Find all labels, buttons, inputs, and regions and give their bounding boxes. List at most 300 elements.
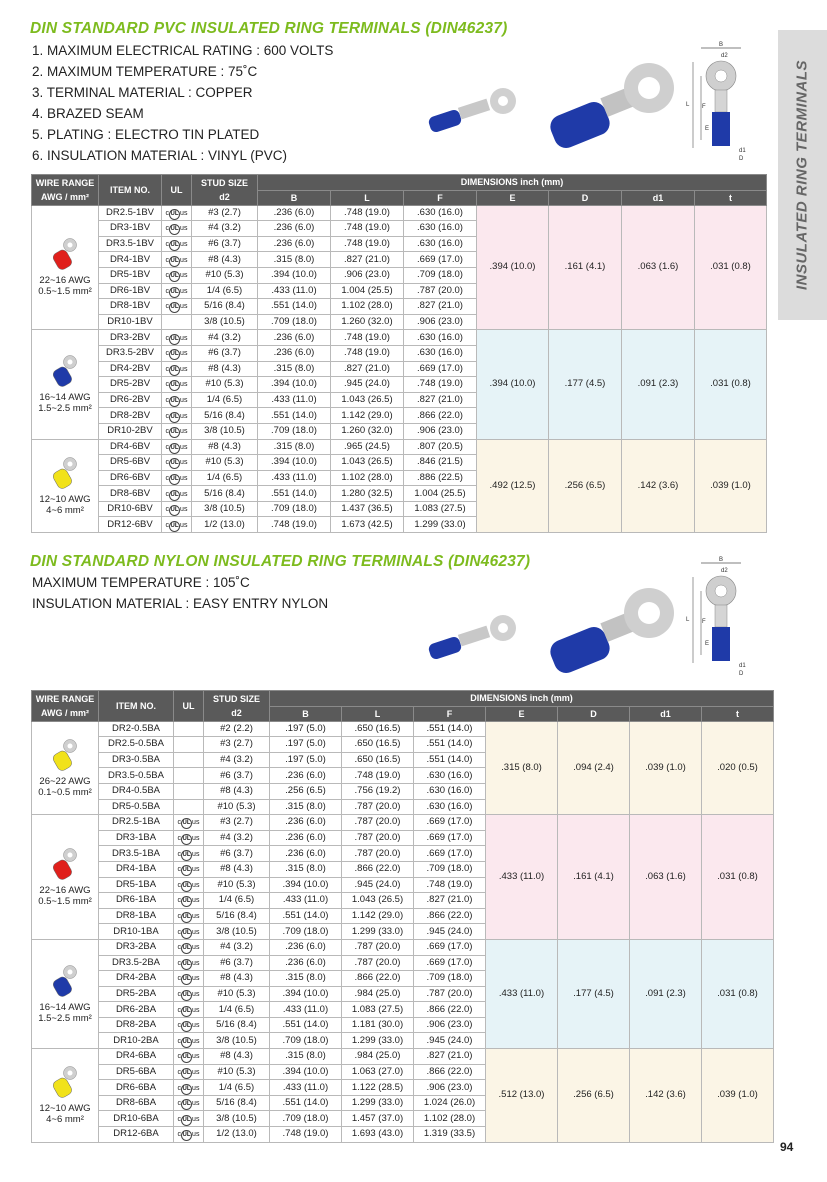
dim-f-cell: .807 (20.5) (404, 439, 477, 455)
item-no-cell: DR3.5-2BV (99, 345, 162, 361)
pvc-small-terminal-image (425, 85, 535, 145)
ul-cell (174, 939, 204, 955)
ul-cell (162, 267, 192, 283)
stud-size-cell: #10 (5.3) (204, 986, 270, 1002)
dim-f-cell: .866 (22.0) (414, 1002, 486, 1018)
ul-cell (162, 330, 192, 346)
side-label: INSULATED RING TERMINALS (793, 59, 811, 291)
ul-listed-icon: c UL us (166, 209, 188, 220)
dim-b-cell: .709 (18.0) (270, 1033, 342, 1049)
dim-f-cell: .669 (17.0) (414, 939, 486, 955)
dim-b-cell: .394 (10.0) (258, 267, 331, 283)
item-no-cell: DR4-6BV (99, 439, 162, 455)
stud-size-cell: #3 (2.7) (204, 737, 270, 753)
dim-b-cell: .394 (10.0) (258, 455, 331, 471)
item-no-cell: DR3.5-1BA (99, 846, 174, 862)
header-d: D (549, 190, 622, 205)
item-no-cell: DR5-1BV (99, 267, 162, 283)
header-dimensions: DIMENSIONS inch (mm) (258, 175, 767, 191)
dim-l-cell: .984 (25.0) (342, 1049, 414, 1065)
stud-size-cell: 5/16 (8.4) (192, 408, 258, 424)
ul-cell (162, 486, 192, 502)
item-no-cell: DR8-2BV (99, 408, 162, 424)
item-no-cell: DR8-6BV (99, 486, 162, 502)
ul-cell (174, 1017, 204, 1033)
ul-listed-icon: c UL us (178, 850, 200, 861)
pvc-section-title: DIN STANDARD PVC INSULATED RING TERMINALS (DIN46237) (30, 20, 508, 37)
ul-listed-icon: c UL us (166, 302, 188, 313)
ul-cell (174, 893, 204, 909)
dim-d-cell: .177 (4.5) (549, 330, 622, 439)
dim-b-cell: .315 (8.0) (258, 252, 331, 268)
dim-f-cell: .669 (17.0) (414, 830, 486, 846)
dim-e-cell: .433 (11.0) (486, 815, 558, 940)
dim-l-cell: 1.673 (42.5) (331, 517, 404, 533)
ul-listed-icon: c UL us (166, 287, 188, 298)
dim-l-cell: .827 (21.0) (331, 252, 404, 268)
dim-f-cell: .945 (24.0) (414, 924, 486, 940)
stud-size-cell: #10 (5.3) (192, 455, 258, 471)
item-no-cell: DR5-1BA (99, 877, 174, 893)
stud-size-cell: 5/16 (8.4) (192, 299, 258, 315)
stud-size-cell: 3/8 (10.5) (192, 423, 258, 439)
dim-b-cell: .551 (14.0) (258, 299, 331, 315)
ul-cell (174, 1064, 204, 1080)
ul-listed-icon: c UL us (178, 1052, 200, 1063)
ul-listed-icon: c UL us (166, 380, 188, 391)
header-d1: d1 (622, 190, 695, 205)
dim-f-cell: .748 (19.0) (404, 377, 477, 393)
ul-listed-icon: c UL us (178, 881, 200, 892)
ul-cell (162, 221, 192, 237)
dim-f-cell: 1.319 (33.5) (414, 1127, 486, 1143)
wire-range-cell (32, 205, 99, 330)
ul-listed-icon: c UL us (166, 224, 188, 235)
dim-f-cell: .669 (17.0) (404, 252, 477, 268)
dim-l-cell: .787 (20.0) (342, 830, 414, 846)
ul-listed-icon: c UL us (178, 1099, 200, 1110)
dim-d-cell: .177 (4.5) (558, 939, 630, 1048)
terminal-yellow-icon (52, 456, 78, 490)
table-row (32, 1049, 774, 1065)
dim-l-cell: 1.181 (30.0) (342, 1017, 414, 1033)
ul-cell (174, 830, 204, 846)
dim-f-cell: .827 (21.0) (404, 392, 477, 408)
dim-b-cell: .709 (18.0) (258, 501, 331, 517)
ul-cell (174, 1080, 204, 1096)
dim-l-cell: 1.299 (33.0) (342, 924, 414, 940)
ul-listed-icon: c UL us (178, 834, 200, 845)
stud-size-cell: 5/16 (8.4) (204, 908, 270, 924)
header-wire-range: WIRE RANGE AWG / mm² (32, 691, 99, 722)
table-row (32, 330, 767, 346)
dim-l-cell: .787 (20.0) (342, 799, 414, 815)
dim-f-cell: 1.004 (25.5) (404, 486, 477, 502)
item-no-cell: DR6-2BV (99, 392, 162, 408)
dim-l-cell: 1.004 (25.5) (331, 283, 404, 299)
ul-cell (174, 783, 204, 799)
ul-cell (174, 1095, 204, 1111)
header-item-no: ITEM NO. (99, 691, 174, 722)
dim-b-cell: .236 (6.0) (270, 955, 342, 971)
item-no-cell: DR5-2BA (99, 986, 174, 1002)
ul-cell (174, 986, 204, 1002)
stud-size-cell: #3 (2.7) (192, 205, 258, 221)
ul-cell (174, 1002, 204, 1018)
stud-size-cell: #10 (5.3) (204, 799, 270, 815)
ul-cell (162, 423, 192, 439)
dim-b-cell: .197 (5.0) (270, 752, 342, 768)
ul-listed-icon: c UL us (166, 365, 188, 376)
dim-e-cell: .492 (12.5) (477, 439, 549, 533)
dim-l-cell: .984 (25.0) (342, 986, 414, 1002)
item-no-cell: DR5-0.5BA (99, 799, 174, 815)
dim-f-cell: .669 (17.0) (414, 846, 486, 862)
dim-l-cell: 1.280 (32.5) (331, 486, 404, 502)
ul-listed-icon: c UL us (178, 1130, 200, 1141)
ul-cell (174, 768, 204, 784)
dim-b-cell: .236 (6.0) (270, 846, 342, 862)
dim-b-cell: .394 (10.0) (270, 986, 342, 1002)
ul-cell (174, 721, 204, 737)
stud-size-cell: #2 (2.2) (204, 721, 270, 737)
dim-b-cell: .433 (11.0) (270, 1002, 342, 1018)
dim-d1-cell: .091 (2.3) (622, 330, 695, 439)
dim-b-cell: .197 (5.0) (270, 721, 342, 737)
diagram-label: F (702, 619, 706, 625)
dim-b-cell: .551 (14.0) (270, 1095, 342, 1111)
terminal-blue-icon (52, 354, 78, 388)
dim-l-cell: 1.043 (26.5) (331, 392, 404, 408)
dim-f-cell: .709 (18.0) (404, 267, 477, 283)
awg-range: 16~14 AWG (39, 392, 91, 404)
dim-f-cell: .906 (23.0) (414, 1017, 486, 1033)
nylon-spec-table (31, 690, 774, 1143)
dim-l-cell: .945 (24.0) (331, 377, 404, 393)
dim-f-cell: .846 (21.5) (404, 455, 477, 471)
dim-l-cell: 1.142 (29.0) (342, 908, 414, 924)
diagram-label: B (719, 557, 724, 563)
stud-size-cell: #8 (4.3) (204, 1049, 270, 1065)
ul-listed-icon: c UL us (178, 959, 200, 970)
pvc-dimension-diagram (683, 40, 753, 165)
dim-d1-cell: .091 (2.3) (630, 939, 702, 1048)
dim-t-cell: .031 (0.8) (702, 939, 774, 1048)
dim-f-cell: 1.299 (33.0) (404, 517, 477, 533)
ul-listed-icon: c UL us (178, 818, 200, 829)
stud-size-cell: #8 (4.3) (204, 783, 270, 799)
item-no-cell: DR2.5-1BV (99, 205, 162, 221)
dim-b-cell: .709 (18.0) (258, 423, 331, 439)
dim-d1-cell: .063 (1.6) (630, 815, 702, 940)
pvc-spec-item: 1. MAXIMUM ELECTRICAL RATING : 600 VOLTS (32, 43, 334, 58)
ul-listed-icon: c UL us (166, 412, 188, 423)
item-no-cell: DR12-6BV (99, 517, 162, 533)
ul-listed-icon: c UL us (178, 928, 200, 939)
item-no-cell: DR8-1BV (99, 299, 162, 315)
dim-f-cell: .709 (18.0) (414, 971, 486, 987)
item-no-cell: DR4-1BA (99, 861, 174, 877)
dim-b-cell: .551 (14.0) (258, 408, 331, 424)
item-no-cell: DR6-6BA (99, 1080, 174, 1096)
dim-e-cell: .315 (8.0) (486, 721, 558, 815)
stud-size-cell: 1/4 (6.5) (204, 1002, 270, 1018)
wire-range-cell (32, 1049, 99, 1143)
stud-size-cell: 1/4 (6.5) (192, 392, 258, 408)
item-no-cell: DR4-0.5BA (99, 783, 174, 799)
dim-d-cell: .256 (6.5) (549, 439, 622, 533)
stud-size-cell: #4 (3.2) (204, 830, 270, 846)
item-no-cell: DR4-2BV (99, 361, 162, 377)
terminal-red-icon (52, 237, 78, 271)
diagram-label: d2 (721, 53, 728, 59)
stud-size-cell: #10 (5.3) (192, 267, 258, 283)
stud-size-cell: 3/8 (10.5) (204, 1033, 270, 1049)
ul-listed-icon: c UL us (166, 427, 188, 438)
dim-f-cell: .630 (16.0) (404, 236, 477, 252)
dim-b-cell: .236 (6.0) (270, 939, 342, 955)
awg-range: 22~16 AWG (39, 885, 91, 897)
item-no-cell: DR8-1BA (99, 908, 174, 924)
nylon-section-title: DIN STANDARD NYLON INSULATED RING TERMINALS (DIN46237) (30, 553, 531, 570)
stud-size-cell: 5/16 (8.4) (204, 1017, 270, 1033)
dim-t-cell: .039 (1.0) (695, 439, 767, 533)
dim-l-cell: .827 (21.0) (331, 361, 404, 377)
ul-cell (174, 908, 204, 924)
header-e: E (477, 190, 549, 205)
awg-range: 12~10 AWG (39, 1103, 91, 1115)
pvc-spec-list (32, 40, 333, 166)
item-no-cell: DR10-1BA (99, 924, 174, 940)
dim-l-cell: 1.102 (28.0) (331, 470, 404, 486)
pvc-large-terminal-image (545, 60, 680, 155)
terminal-yellow-icon (52, 738, 78, 772)
ul-cell (162, 392, 192, 408)
dim-b-cell: .394 (10.0) (270, 1064, 342, 1080)
dim-f-cell: .827 (21.0) (414, 1049, 486, 1065)
dim-f-cell: .787 (20.0) (404, 283, 477, 299)
stud-size-cell: #6 (3.7) (204, 846, 270, 862)
dim-f-cell: .669 (17.0) (404, 361, 477, 377)
item-no-cell: DR2-0.5BA (99, 721, 174, 737)
dim-l-cell: .748 (19.0) (331, 330, 404, 346)
dim-b-cell: .748 (19.0) (270, 1127, 342, 1143)
header-ul: UL (174, 691, 204, 722)
dim-f-cell: .945 (24.0) (414, 1033, 486, 1049)
diagram-label: D (739, 156, 744, 162)
dim-b-cell: .236 (6.0) (258, 205, 331, 221)
dim-e-cell: .394 (10.0) (477, 330, 549, 439)
ul-cell (162, 236, 192, 252)
ul-cell (174, 971, 204, 987)
ul-cell (174, 1111, 204, 1127)
dim-b-cell: .315 (8.0) (270, 1049, 342, 1065)
diagram-label: d2 (721, 568, 728, 574)
item-no-cell: DR12-6BA (99, 1127, 174, 1143)
dim-l-cell: .748 (19.0) (342, 768, 414, 784)
dim-f-cell: .827 (21.0) (414, 893, 486, 909)
dim-l-cell: .906 (23.0) (331, 267, 404, 283)
dim-b-cell: .709 (18.0) (270, 1111, 342, 1127)
mm-range: 1.5~2.5 mm² (38, 403, 92, 415)
item-no-cell: DR4-1BV (99, 252, 162, 268)
nylon-spec-list (32, 572, 328, 614)
dim-b-cell: .236 (6.0) (258, 221, 331, 237)
stud-size-cell: #4 (3.2) (192, 330, 258, 346)
ul-listed-icon: c UL us (178, 1021, 200, 1032)
dim-l-cell: .787 (20.0) (342, 955, 414, 971)
wire-range-cell (32, 721, 99, 815)
ul-cell (162, 517, 192, 533)
ul-cell (174, 752, 204, 768)
ul-cell (174, 955, 204, 971)
dim-b-cell: .433 (11.0) (270, 893, 342, 909)
dim-f-cell: .551 (14.0) (414, 752, 486, 768)
item-no-cell: DR8-6BA (99, 1095, 174, 1111)
dim-b-cell: .236 (6.0) (270, 768, 342, 784)
dim-f-cell: .630 (16.0) (414, 799, 486, 815)
ul-cell (174, 846, 204, 862)
dim-l-cell: 1.299 (33.0) (342, 1033, 414, 1049)
dim-b-cell: .394 (10.0) (258, 377, 331, 393)
header-b: B (258, 190, 331, 205)
ul-cell (174, 1049, 204, 1065)
dim-d1-cell: .142 (3.6) (622, 439, 695, 533)
header-f: F (404, 190, 477, 205)
item-no-cell: DR5-6BV (99, 455, 162, 471)
item-no-cell: DR4-6BA (99, 1049, 174, 1065)
dim-b-cell: .315 (8.0) (258, 361, 331, 377)
dim-l-cell: 1.260 (32.0) (331, 314, 404, 330)
stud-size-cell: #6 (3.7) (204, 768, 270, 784)
dim-l-cell: 1.063 (27.0) (342, 1064, 414, 1080)
nylon-spec-item: MAXIMUM TEMPERATURE : 105˚C (32, 575, 250, 590)
dim-b-cell: .394 (10.0) (270, 877, 342, 893)
awg-range: 26~22 AWG (39, 775, 91, 787)
item-no-cell: DR2.5-0.5BA (99, 737, 174, 753)
stud-size-cell: #10 (5.3) (204, 1064, 270, 1080)
ul-listed-icon: c UL us (166, 505, 188, 516)
stud-size-cell: 1/4 (6.5) (204, 1080, 270, 1096)
item-no-cell: DR3-2BV (99, 330, 162, 346)
ul-cell (162, 299, 192, 315)
awg-range: 16~14 AWG (39, 1001, 91, 1013)
diagram-label: D (739, 671, 744, 677)
mm-range: 0.1~0.5 mm² (38, 786, 92, 798)
dim-b-cell: .315 (8.0) (270, 861, 342, 877)
dim-f-cell: .866 (22.0) (414, 908, 486, 924)
nylon-large-terminal-image (545, 585, 680, 680)
diagram-label: E (705, 641, 710, 647)
header-e: E (486, 706, 558, 721)
header-ul: UL (162, 175, 192, 206)
stud-size-cell: 3/8 (10.5) (204, 924, 270, 940)
dim-b-cell: .709 (18.0) (258, 314, 331, 330)
stud-size-cell: #4 (3.2) (204, 752, 270, 768)
stud-size-cell: 3/8 (10.5) (192, 501, 258, 517)
ul-listed-icon: c UL us (166, 334, 188, 345)
ul-cell (162, 314, 192, 330)
ul-listed-icon: c UL us (178, 1068, 200, 1079)
stud-size-cell: #4 (3.2) (204, 939, 270, 955)
dim-l-cell: .866 (22.0) (342, 861, 414, 877)
ul-listed-icon: c UL us (166, 349, 188, 360)
stud-size-cell: 5/16 (8.4) (192, 486, 258, 502)
dim-e-cell: .512 (13.0) (486, 1049, 558, 1143)
dim-f-cell: .630 (16.0) (414, 783, 486, 799)
awg-range: 12~10 AWG (39, 493, 91, 505)
dim-f-cell: .748 (19.0) (414, 877, 486, 893)
dim-f-cell: 1.083 (27.5) (404, 501, 477, 517)
dim-f-cell: .886 (22.5) (404, 470, 477, 486)
dim-l-cell: .787 (20.0) (342, 846, 414, 862)
diagram-label: L (686, 617, 690, 623)
pvc-spec-item: 3. TERMINAL MATERIAL : COPPER (32, 85, 253, 100)
dim-l-cell: 1.693 (43.0) (342, 1127, 414, 1143)
ul-listed-icon: c UL us (178, 1006, 200, 1017)
item-no-cell: DR3-1BA (99, 830, 174, 846)
header-item-no: ITEM NO. (99, 175, 162, 206)
stud-size-cell: #6 (3.7) (204, 955, 270, 971)
item-no-cell: DR10-6BA (99, 1111, 174, 1127)
dim-f-cell: .669 (17.0) (414, 815, 486, 831)
item-no-cell: DR10-6BV (99, 501, 162, 517)
dim-t-cell: .020 (0.5) (702, 721, 774, 815)
dim-b-cell: .315 (8.0) (258, 439, 331, 455)
header-l: L (331, 190, 404, 205)
ul-listed-icon: c UL us (178, 896, 200, 907)
dim-f-cell: .630 (16.0) (404, 345, 477, 361)
dim-d1-cell: .142 (3.6) (630, 1049, 702, 1143)
ul-cell (162, 470, 192, 486)
dim-l-cell: 1.102 (28.0) (331, 299, 404, 315)
ul-listed-icon: c UL us (166, 474, 188, 485)
ul-cell (162, 501, 192, 517)
header-d1: d1 (630, 706, 702, 721)
item-no-cell: DR3-2BA (99, 939, 174, 955)
item-no-cell: DR10-1BV (99, 314, 162, 330)
stud-size-cell: #3 (2.7) (204, 815, 270, 831)
ul-listed-icon: c UL us (178, 1084, 200, 1095)
header-d: D (558, 706, 630, 721)
dim-f-cell: .906 (23.0) (404, 423, 477, 439)
dim-f-cell: .787 (20.0) (414, 986, 486, 1002)
mm-range: 4~6 mm² (46, 1114, 84, 1126)
stud-size-cell: #4 (3.2) (192, 221, 258, 237)
stud-size-cell: #10 (5.3) (192, 377, 258, 393)
ul-cell (162, 408, 192, 424)
ul-listed-icon: c UL us (178, 943, 200, 954)
dim-b-cell: .709 (18.0) (270, 924, 342, 940)
ul-listed-icon: c UL us (166, 256, 188, 267)
header-stud-size: STUD SIZE d2 (204, 691, 270, 722)
ul-cell (162, 361, 192, 377)
dim-l-cell: .650 (16.5) (342, 721, 414, 737)
side-tab (778, 30, 827, 320)
dim-b-cell: .315 (8.0) (270, 971, 342, 987)
stud-size-cell: 3/8 (10.5) (192, 314, 258, 330)
table-row (32, 205, 767, 221)
mm-range: 0.5~1.5 mm² (38, 896, 92, 908)
dim-l-cell: .650 (16.5) (342, 737, 414, 753)
ul-listed-icon: c UL us (166, 240, 188, 251)
header-l: L (342, 706, 414, 721)
dim-f-cell: .630 (16.0) (404, 330, 477, 346)
stud-size-cell: #8 (4.3) (204, 861, 270, 877)
ul-cell (174, 1033, 204, 1049)
stud-size-cell: #8 (4.3) (204, 971, 270, 987)
wire-range-cell (32, 939, 99, 1048)
